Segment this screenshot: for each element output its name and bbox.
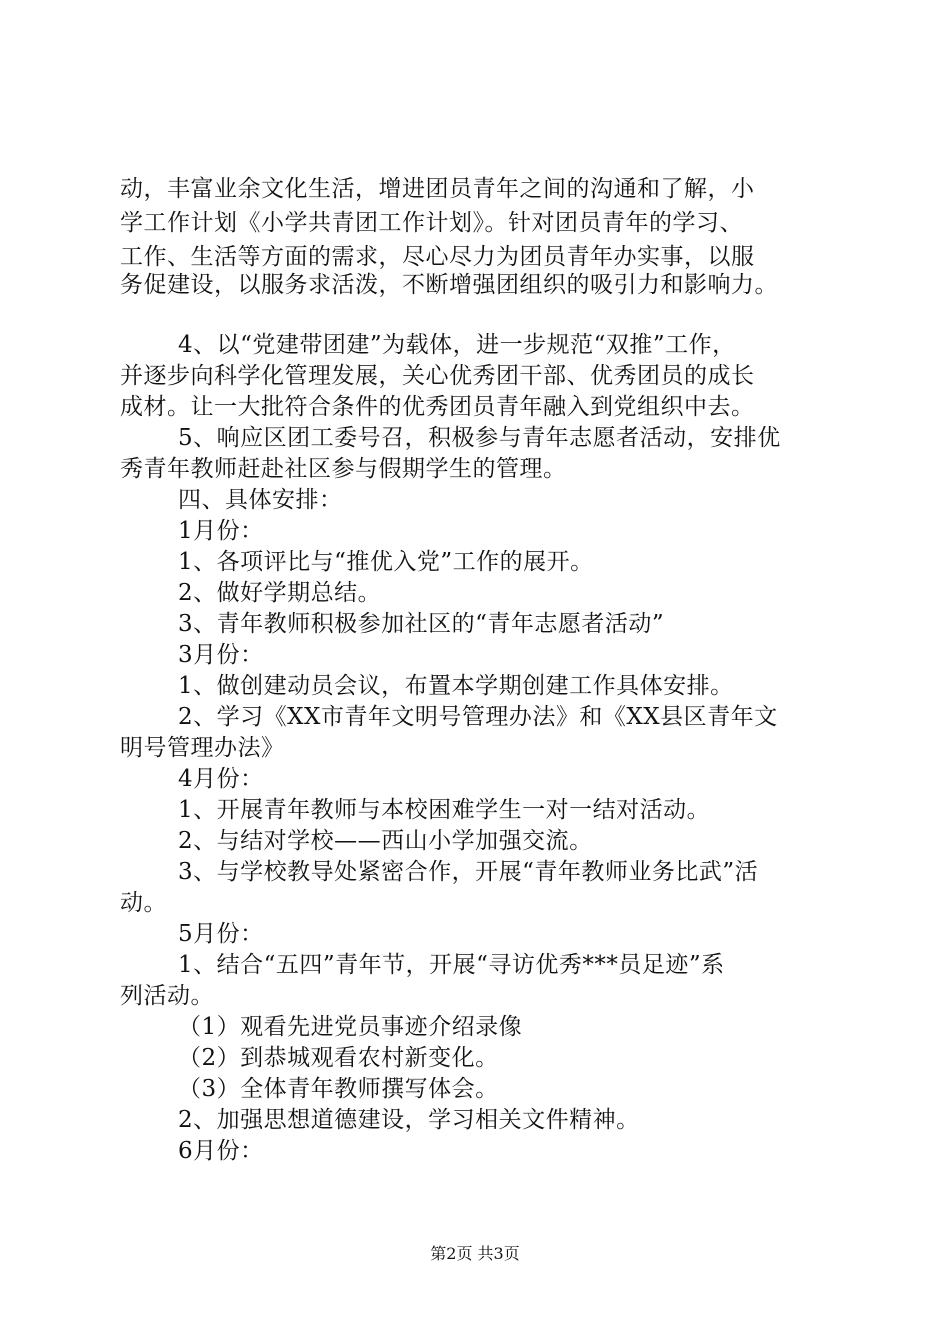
month-heading: 1月份： — [178, 518, 264, 544]
text-line: 动。 — [120, 890, 167, 916]
section-heading: 四、具体安排： — [178, 487, 343, 513]
text-line: 学工作计划《小学共青团工作计划》。针对团员青年的学习、 — [120, 210, 743, 236]
text-line: 2、与结对学校——西山小学加强交流。 — [178, 828, 593, 854]
text-line: （2）到恭城观看农村新变化。 — [178, 1045, 499, 1071]
text-line: 1、结合“五四”青年节，开展“寻访优秀***员足迹”系 — [178, 952, 725, 978]
text-line: 动，丰富业余文化生活，增进团员青年之间的沟通和了解，小 — [120, 176, 755, 202]
text-line: 2、加强思想道德建设，学习相关文件精神。 — [178, 1107, 640, 1133]
text-line: 务促建设，以服务求活泼，不断增强团组织的吸引力和影响力。 — [120, 272, 778, 298]
text-line: 1、开展青年教师与本校困难学生一对一结对活动。 — [178, 797, 711, 823]
text-line: 列活动。 — [120, 983, 214, 1009]
text-line: 秀青年教师赶赴社区参与假期学生的管理。 — [120, 456, 567, 482]
text-line: 1、各项评比与“推优入党”工作的展开。 — [178, 549, 594, 575]
text-line: 明号管理办法》 — [120, 735, 285, 761]
text-line: （3）全体青年教师撰写体会。 — [178, 1076, 499, 1102]
text-line: 2、做好学期总结。 — [178, 580, 382, 606]
month-heading: 4月份： — [178, 766, 264, 792]
month-heading: 6月份： — [178, 1138, 264, 1164]
page-footer: 第2页 共3页 — [430, 1244, 520, 1263]
text-line: 5、响应区团工委号召，积极参与青年志愿者活动，安排优 — [178, 425, 781, 451]
text-line: 3、与学校教导处紧密合作，开展“青年教师业务比武”活 — [178, 859, 759, 885]
text-line: 并逐步向科学化管理发展，关心优秀团干部、优秀团员的成长 — [120, 363, 755, 389]
month-heading: 3月份： — [178, 642, 264, 668]
text-line: 成材。让一大批符合条件的优秀团员青年融入到党组织中去。 — [120, 394, 755, 420]
text-line: （1）观看先进党员事迹介绍录像 — [178, 1014, 523, 1040]
text-line: 4、以“党建带团建”为载体，进一步规范“双推”工作， — [178, 332, 736, 358]
text-line: 工作、生活等方面的需求，尽心尽力为团员青年办实事，以服 — [120, 244, 755, 270]
month-heading: 5月份： — [178, 921, 264, 947]
text-line: 1、做创建动员会议，布置本学期创建工作具体安排。 — [178, 673, 734, 699]
text-line: 2、学习《XX市青年文明号管理办法》和《XX县区青年文 — [178, 704, 778, 730]
text-line: 3、青年教师积极参加社区的“青年志愿者活动” — [178, 611, 665, 637]
